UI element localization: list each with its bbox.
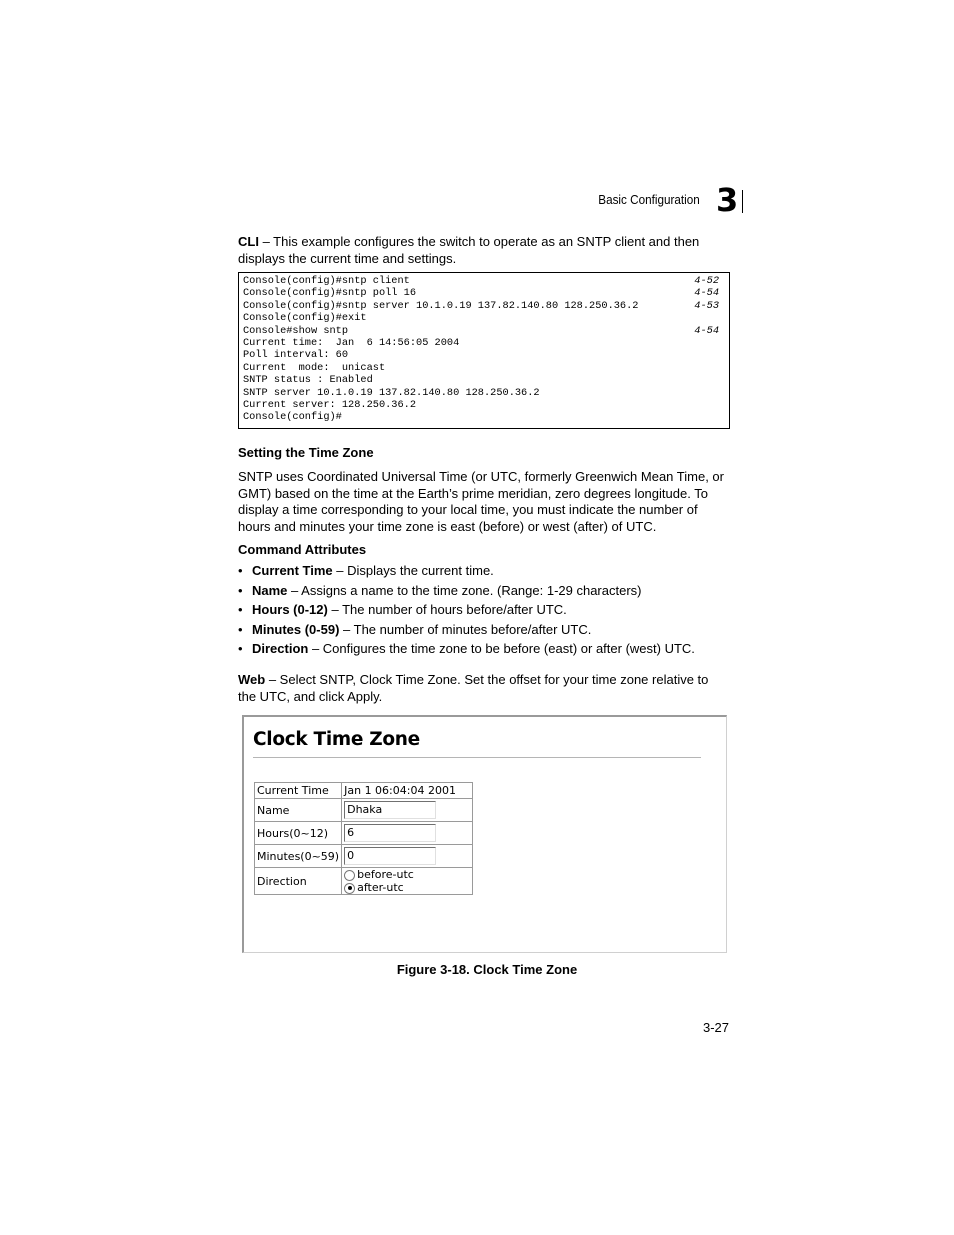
minutes-input[interactable]: 0	[344, 847, 436, 865]
figure-caption-text: Figure 3-18. Clock Time Zone	[396, 962, 578, 977]
attribute-desc: – Displays the current time.	[332, 563, 494, 578]
code-line	[243, 325, 719, 337]
web-label: Web	[238, 672, 266, 687]
title-divider	[253, 757, 701, 758]
cli-intro-text: – This example configures the switch to operate as an SNTP client and then displays the current time and settings.	[238, 234, 700, 266]
page-number: 3-27	[702, 1020, 729, 1035]
attribute-desc: – Configures the time zone to be before (east) or after (west) UTC.	[308, 641, 695, 656]
name-input[interactable]: Dhaka	[344, 801, 436, 819]
attributes-heading: Command Attributes	[238, 542, 367, 557]
code-line	[243, 349, 719, 361]
chapter-number: 3	[716, 181, 739, 219]
figure-caption	[0, 962, 954, 977]
code-line	[243, 337, 719, 349]
code-command: Console#show sntp	[243, 324, 349, 337]
code-line	[243, 362, 719, 374]
current-time-label: Current Time	[255, 783, 342, 799]
code-command: SNTP status : Enabled	[243, 374, 373, 387]
code-line	[243, 275, 719, 287]
code-command: Console(config)#exit	[243, 312, 367, 325]
code-command: Console(config)#sntp client	[243, 275, 410, 287]
code-command: Current mode: unicast	[243, 361, 386, 374]
code-line	[243, 374, 719, 386]
attribute-term: Name	[252, 583, 288, 598]
code-line	[243, 287, 719, 299]
cli-intro-paragraph	[238, 234, 730, 267]
code-line	[243, 312, 719, 324]
time-zone-form	[254, 782, 473, 895]
code-command: Poll interval: 60	[243, 349, 349, 362]
attribute-term: Current Time	[252, 563, 333, 578]
attribute-desc: – The number of minutes before/after UTC.	[339, 622, 592, 637]
code-command: Current time: Jan 6 14:56:05 2004	[243, 337, 460, 349]
code-command: Current server: 128.250.36.2	[243, 399, 417, 411]
code-page-reference: 4-52	[694, 275, 719, 287]
chapter-divider	[742, 190, 743, 213]
attribute-term: Minutes (0-59)	[252, 622, 340, 637]
code-command: SNTP server 10.1.0.19 137.82.140.80 128.250.36.2	[243, 386, 540, 399]
before-utc-radio[interactable]	[344, 870, 355, 881]
code-page-reference: 4-54	[694, 324, 719, 337]
hours-input[interactable]: 6	[344, 824, 436, 842]
clock-time-zone-screenshot	[242, 715, 727, 953]
attribute-desc: – The number of hours before/after UTC.	[327, 602, 567, 617]
code-command: Console(config)#sntp server 10.1.0.19 137.82.140.80 128.250.36.2	[243, 299, 639, 312]
table-row	[255, 822, 473, 845]
minutes-label: Minutes(0~59)	[255, 845, 342, 868]
code-line	[243, 300, 719, 312]
web-page-title: Clock Time Zone	[253, 729, 420, 750]
section-body-paragraph: SNTP uses Coordinated Universal Time (or UTC, formerly Greenwich Mean Time, or GMT) based on the time at the Earth’s prime meridian, zero degrees longitude. To display a time corresponding to your local time, you must indicate the number of hours and minutes your time zone is east (before) or west (after) of UTC.	[238, 469, 724, 534]
name-label: Name	[255, 799, 342, 822]
attribute-term: Hours (0-12)	[252, 602, 328, 617]
direction-after-option[interactable]	[344, 881, 404, 894]
code-line	[243, 399, 719, 411]
before-utc-label: before-utc	[357, 868, 414, 881]
web-intro-text: – Select SNTP, Clock Time Zone. Set the offset for your time zone relative to the UTC, and click Apply.	[238, 672, 709, 704]
current-time-value: Jan 1 06:04:04 2001	[342, 783, 473, 799]
cli-label: CLI	[238, 234, 259, 249]
table-row	[255, 868, 473, 895]
after-utc-radio[interactable]	[344, 883, 355, 894]
running-header-title: Basic Configuration	[598, 192, 700, 207]
table-row	[255, 783, 473, 799]
code-line	[243, 411, 719, 423]
web-intro-paragraph	[238, 672, 730, 705]
code-page-reference: 4-53	[694, 299, 719, 312]
code-page-reference: 4-54	[694, 287, 719, 300]
attribute-desc: – Assigns a name to the time zone. (Range: 1-29 characters)	[287, 583, 642, 598]
code-line	[243, 387, 719, 399]
code-command: Console(config)#sntp poll 16	[243, 287, 417, 300]
code-command: Console(config)#	[243, 411, 342, 424]
section-heading: Setting the Time Zone	[238, 445, 374, 460]
hours-label: Hours(0~12)	[255, 822, 342, 845]
table-row	[255, 799, 473, 822]
cli-code-block	[238, 272, 730, 429]
attribute-term: Direction	[252, 641, 309, 656]
direction-label: Direction	[255, 868, 342, 895]
after-utc-label: after-utc	[357, 881, 404, 894]
direction-before-option[interactable]	[344, 868, 417, 881]
table-row	[255, 845, 473, 868]
